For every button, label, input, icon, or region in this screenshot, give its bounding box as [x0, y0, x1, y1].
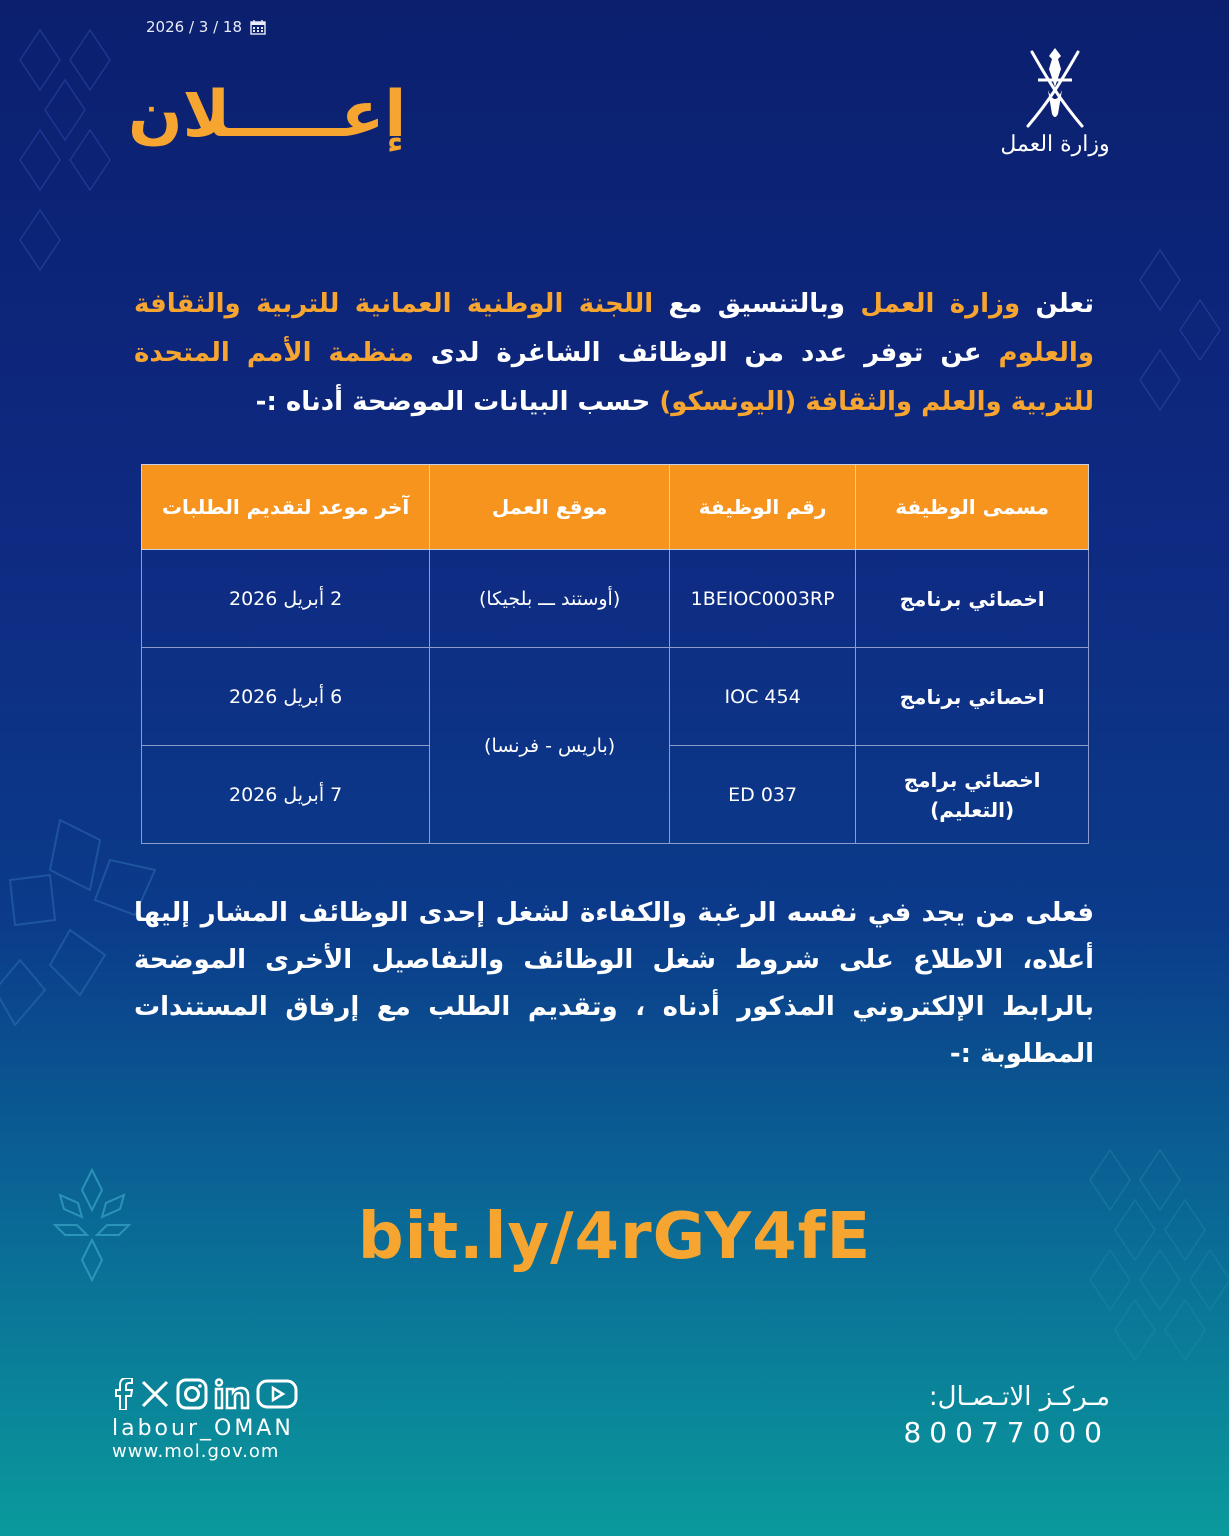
contact-label: مـركـز الاتـصـال: — [928, 1382, 1110, 1412]
intro-text: تعلن — [1020, 289, 1094, 319]
deadline-cell: 7 أبريل 2026 — [142, 746, 430, 844]
announcement-title: إعـــــلان — [128, 78, 407, 152]
oman-emblem-icon — [1010, 40, 1100, 132]
national-commission-name: اللجنة الوطنية العمانية للتربية والثقافة والعلوم — [134, 289, 1094, 368]
ministry-name: وزارة العمل — [860, 289, 1021, 319]
date-row — [146, 18, 266, 36]
unesco-name: منظمة الأمم المتحدة للتربية والعلم والثقافة (اليونسكو) — [134, 338, 1094, 417]
social-icons — [112, 1374, 302, 1414]
job-title-cell: اخصائي برنامج — [856, 648, 1089, 746]
job-number-cell: IOC 454 — [669, 648, 855, 746]
post-date: 2026 / 3 / 18 — [146, 18, 242, 36]
calendar-icon — [250, 19, 266, 35]
website-url[interactable]: www.mol.gov.om — [112, 1441, 280, 1462]
job-title-cell: اخصائي برامج (التعليم) — [856, 746, 1089, 844]
location-cell: (باريس - فرنسا) — [430, 648, 670, 844]
youtube-icon[interactable] — [256, 1378, 298, 1410]
x-icon[interactable] — [140, 1379, 170, 1409]
header-job-number: رقم الوظيفة — [669, 465, 855, 550]
header-work-location: موقع العمل — [430, 465, 670, 550]
deadline-cell: 2 أبريل 2026 — [142, 550, 430, 648]
social-handle: labour_OMAN — [112, 1416, 294, 1441]
intro-text: عن توفر عدد من الوظائف الشاغرة لدى — [413, 338, 999, 368]
contact-number[interactable]: 80077000 — [903, 1416, 1110, 1449]
table-header-row — [142, 465, 1089, 550]
deadline-cell: 6 أبريل 2026 — [142, 648, 430, 746]
intro-text: حسب البيانات الموضحة أدناه :- — [255, 387, 660, 417]
job-number-cell: ED 037 — [669, 746, 855, 844]
header-job-title: مسمى الوظيفة — [856, 465, 1089, 550]
ministry-logo-text: وزارة العمل — [1000, 132, 1110, 157]
application-link[interactable]: bit.ly/4rGY4fE — [357, 1200, 872, 1274]
job-title-cell: اخصائي برنامج — [856, 550, 1089, 648]
linkedin-icon[interactable] — [214, 1378, 250, 1410]
facebook-icon[interactable] — [112, 1378, 134, 1410]
intro-paragraph — [134, 280, 1094, 427]
job-number-cell: 1BEIOC0003RP — [669, 550, 855, 648]
table-row — [142, 550, 1089, 648]
jobs-table — [141, 464, 1089, 844]
intro-text: وبالتنسيق مع — [653, 289, 861, 319]
table-row — [142, 648, 1089, 746]
instructions-paragraph: فعلى من يجد في نفسه الرغبة والكفاءة لشغل إحدى الوظائف المشار إليها أعلاه، الاطلاع على شروط شغل الوظائف والتفاصيل الأخرى الموضحة بالرابط الإلكتروني المذكور أدناه ، وتقديم الطلب مع إرفاق المستندات المطلوبة :- — [134, 898, 1094, 1069]
social-block — [112, 1374, 302, 1462]
location-cell: (أوستند ـــ بلجيكا) — [430, 550, 670, 648]
ministry-logo — [1000, 40, 1110, 157]
contact-block — [880, 1382, 1110, 1449]
instagram-icon[interactable] — [176, 1378, 208, 1410]
header-deadline: آخر موعد لتقديم الطلبات — [142, 465, 430, 550]
